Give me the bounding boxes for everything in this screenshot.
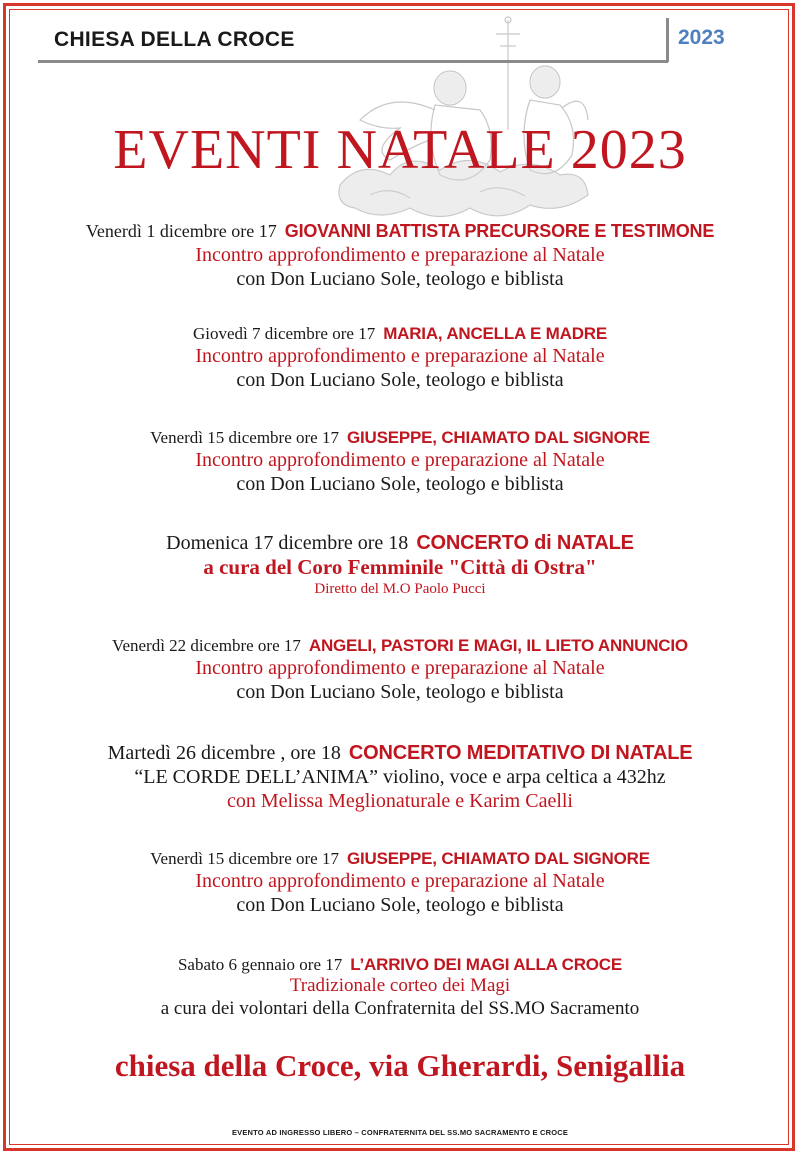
event-block — [20, 636, 780, 704]
event-speaker: con Don Luciano Sole, teologo e biblista — [236, 681, 564, 704]
header-bar — [38, 26, 668, 63]
event-subtitle: a cura del Coro Femminile "Città di Ostra" — [203, 555, 597, 579]
header-year: 2023 — [678, 26, 725, 49]
event-block — [20, 221, 780, 291]
event-date: Martedì 26 dicembre , ore 18 — [107, 742, 341, 764]
footer-note: EVENTO AD INGRESSO LIBERO – CONFRATERNITA DEL SS.MO SACRAMENTO E CROCE — [231, 1128, 569, 1137]
event-date: Venerdì 15 dicembre ore 17 — [150, 849, 339, 868]
event-block — [20, 428, 780, 496]
event-topic: MARIA, ANCELLA E MADRE — [383, 324, 608, 343]
event-speaker: con Don Luciano Sole, teologo e biblista — [236, 473, 564, 496]
event-date: Domenica 17 dicembre ore 18 — [166, 532, 409, 554]
event-block — [20, 531, 780, 598]
event-topic: L’ARRIVO DEI MAGI ALLA CROCE — [350, 955, 623, 974]
event-date: Venerdì 22 dicembre ore 17 — [112, 636, 301, 655]
event-subtitle: Incontro approfondimento e preparazione al Natale — [195, 870, 605, 893]
event-subtitle: Incontro approfondimento e preparazione al Natale — [195, 345, 605, 368]
event-speaker: Diretto del M.O Paolo Pucci — [314, 581, 486, 598]
event-block — [20, 955, 780, 1021]
event-date: Giovedì 7 dicembre ore 17 — [192, 324, 376, 343]
event-date: Sabato 6 gennaio ore 17 — [177, 955, 343, 974]
event-topic: GIOVANNI BATTISTA PRECURSORE E TESTIMONE — [284, 221, 715, 241]
event-speaker: con Don Luciano Sole, teologo e biblista — [236, 369, 564, 392]
event-speaker: con Melissa Meglionaturale e Karim Caelli — [226, 790, 573, 812]
event-topic: ANGELI, PASTORI E MAGI, IL LIETO ANNUNCIO — [308, 636, 688, 655]
event-subtitle: Incontro approfondimento e preparazione al Natale — [195, 449, 605, 472]
event-block — [20, 741, 780, 813]
event-block — [20, 849, 780, 917]
event-topic: GIUSEPPE, CHIAMATO DAL SIGNORE — [346, 849, 650, 868]
header-divider — [666, 18, 669, 62]
page-title: EVENTI NATALE 2023 — [113, 119, 687, 181]
event-speaker: con Don Luciano Sole, teologo e biblista — [236, 267, 564, 290]
location-text: chiesa della Croce, via Gherardi, Senigallia — [114, 1048, 686, 1083]
event-topic: CONCERTO MEDITATIVO DI NATALE — [348, 742, 693, 764]
event-subtitle: Incontro approfondimento e preparazione al Natale — [195, 657, 605, 680]
event-date: Venerdì 1 dicembre ore 17 — [85, 221, 277, 241]
event-topic: CONCERTO di NATALE — [416, 532, 634, 554]
event-block — [20, 324, 780, 392]
event-subtitle: Incontro approfondimento e preparazione al Natale — [195, 243, 605, 266]
event-topic: GIUSEPPE, CHIAMATO DAL SIGNORE — [346, 428, 650, 447]
event-speaker: con Don Luciano Sole, teologo e biblista — [236, 894, 564, 917]
event-subtitle: Tradizionale corteo dei Magi — [289, 975, 511, 997]
event-date: Venerdì 15 dicembre ore 17 — [150, 428, 339, 447]
event-speaker: a cura dei volontari della Confraternita del SS.MO Sacramento — [160, 998, 640, 1020]
event-subtitle: “LE CORDE DELL’ANIMA” violino, voce e arpa celtica a 432hz — [134, 766, 666, 788]
header-church-name: CHIESA DELLA CROCE — [54, 28, 295, 51]
